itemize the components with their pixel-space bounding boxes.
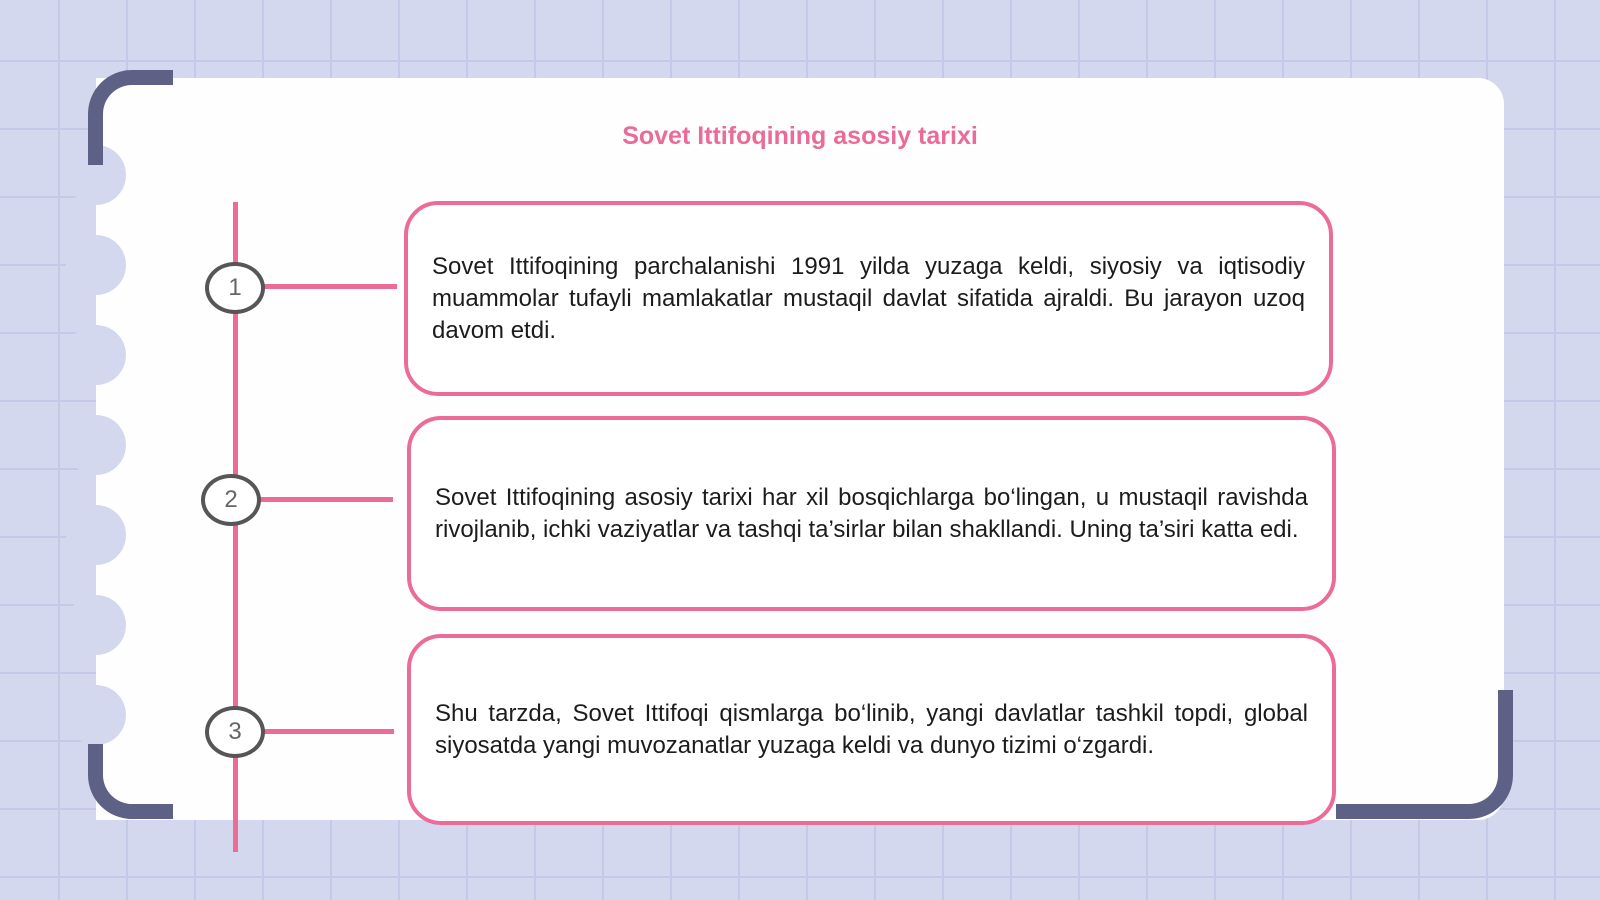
card-text: Sovet Ittifoqining parchalanishi 1991 yilda yuzaga keldi, siyosiy va iqtisodiy muammolar tufayli mamlakatlar mustaqil davlat sifatida ajraldi. Bu jarayon uzoq davom etdi.	[432, 252, 1305, 344]
timeline-marker-1	[205, 262, 265, 314]
marker-number: 2	[224, 486, 238, 513]
slide-title: Sovet Ittifoqining asosiy tarixi	[622, 122, 978, 150]
binding-notch	[66, 595, 126, 655]
timeline-card-1	[404, 201, 1333, 396]
timeline-marker-2	[201, 474, 261, 526]
card-text: Shu tarzda, Sovet Ittifoqi qismlarga bo‘linib, yangi davlatlar tashkil topdi, global siyosatda yangi muvozanatlar yuzaga keldi va dunyo tizimi o‘zgardi.	[435, 699, 1308, 759]
timeline-card-2	[407, 416, 1336, 611]
timeline-connector	[262, 284, 397, 289]
timeline-connector	[262, 729, 394, 734]
frame-corner-top-left	[88, 70, 173, 165]
timeline-card-3	[407, 634, 1336, 825]
binding-notch	[66, 415, 126, 475]
card-text: Sovet Ittifoqining asosiy tarixi har xil bosqichlarga bo‘lingan, u mustaqil ravishda rivojlanib, ichki vaziyatlar va tashqi ta’sirlar bilan shakllandi. Uning ta’siri katta edi.	[435, 483, 1308, 543]
marker-number: 1	[228, 274, 242, 301]
binding-notch	[66, 505, 126, 565]
timeline-connector	[258, 497, 393, 502]
frame-corner-bottom-right	[1336, 690, 1513, 819]
binding-notch	[66, 685, 126, 745]
binding-notch	[66, 235, 126, 295]
marker-number: 3	[228, 718, 242, 745]
binding-notch	[66, 325, 126, 385]
timeline-marker-3	[205, 706, 265, 758]
